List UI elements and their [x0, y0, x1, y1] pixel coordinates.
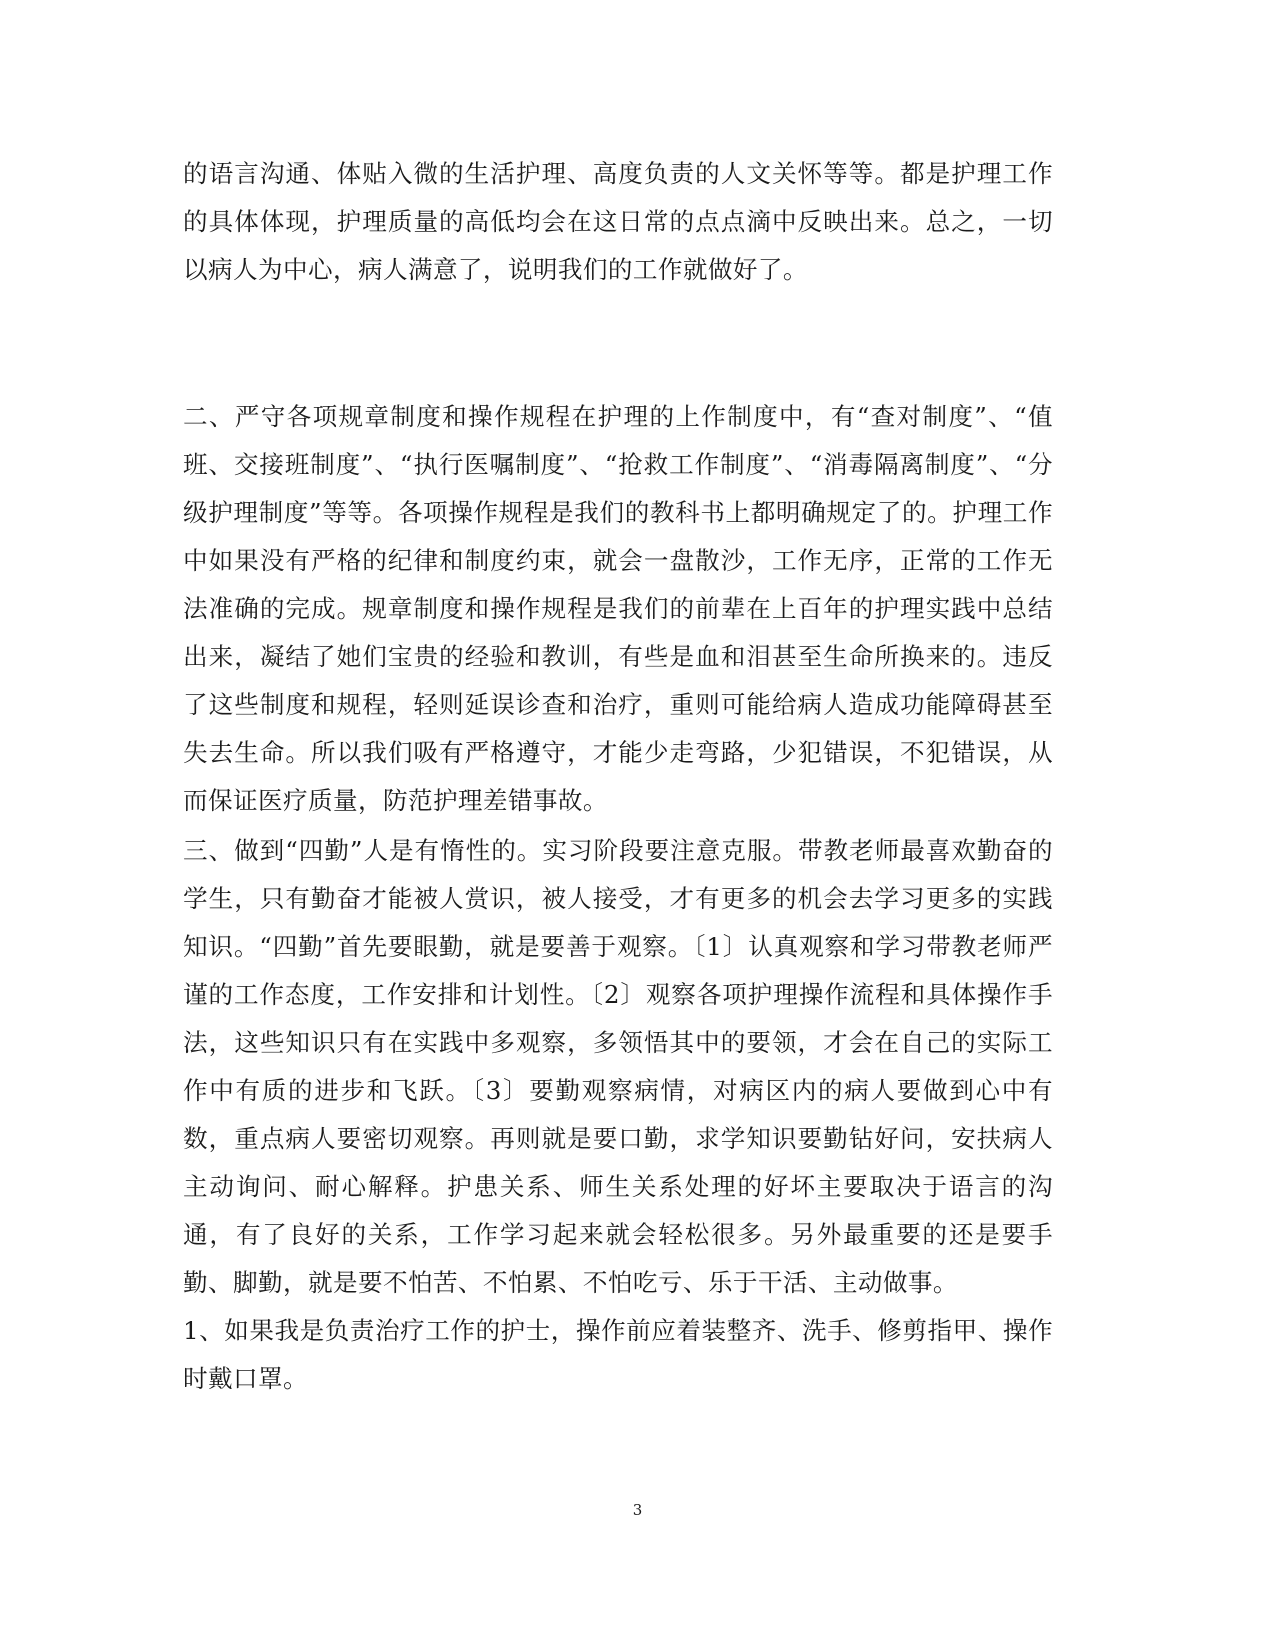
paragraph-patient-communication: 的语言沟通、体贴入微的生活护理、高度负责的人文关怀等等。都是护理工作的具体体现，护理质量的高低均会在这日常的点点滴中反映出来。总之，一切以病人为中心，病人满意了，说明我们的工作就做好了。	[183, 159, 1053, 284]
paragraph-four-diligences: 三、做到“四勤”人是有惰性的。实习阶段要注意克服。带教老师最喜欢勤奋的学生，只有勤奋才能被人赏识，被人接受，才有更多的机会去学习更多的实践知识。“四勤”首先要眼勤，就是要善于观察。〔1〕认真观察和学习带教老师严谨的工作态度，工作安排和计划性。〔2〕观察各项护理操作流程和具体操作手法，这些知识只有在实践中多观察，多领悟其中的要领，才会在自己的实际工作中有质的进步和飞跃。〔3〕要勤观察病情，对病区内的病人要做到心中有数，重点病人要密切观察。再则就是要口勤，求学知识要勤钻好问，安扶病人主动询问、耐心解释。护患关系、师生关系处理的好坏主要取决于语言的沟通，有了良好的关系，工作学习起来就会轻松很多。另外最重要的还是要手勤、脚勤，就是要不怕苦、不怕累、不怕吃亏、乐于干活、主动做事。	[183, 836, 1053, 1297]
page-number: 3	[632, 1501, 643, 1519]
paragraph-rules-and-procedures: 二、严守各项规章制度和操作规程在护理的上作制度中，有“查对制度”、“值班、交接班制度”、“执行医嘱制度”、“抢救工作制度”、“消毒隔离制度”、“分级护理制度”等等。各项操作规程是我们的教科书上都明确规定了的。护理工作中如果没有严格的纪律和制度约束，就会一盘散沙，工作无序，正常的工作无法准确的完成。规章制度和操作规程是我们的前辈在上百年的护理实践中总结出来，凝结了她们宝贵的经验和教训，有些是血和泪甚至生命所换来的。违反了这些制度和规程，轻则延误诊查和治疗，重则可能给病人造成功能障碍甚至失去生命。所以我们吸有严格遵守，才能少走弯路，少犯错误，不犯错误，从而保证医疗质量，防范护理差错事故。	[183, 402, 1053, 815]
paragraph-treatment-nurse: 1、如果我是负责治疗工作的护士，操作前应着装整齐、洗手、修剪指甲、操作时戴口罩。	[183, 1316, 1053, 1393]
